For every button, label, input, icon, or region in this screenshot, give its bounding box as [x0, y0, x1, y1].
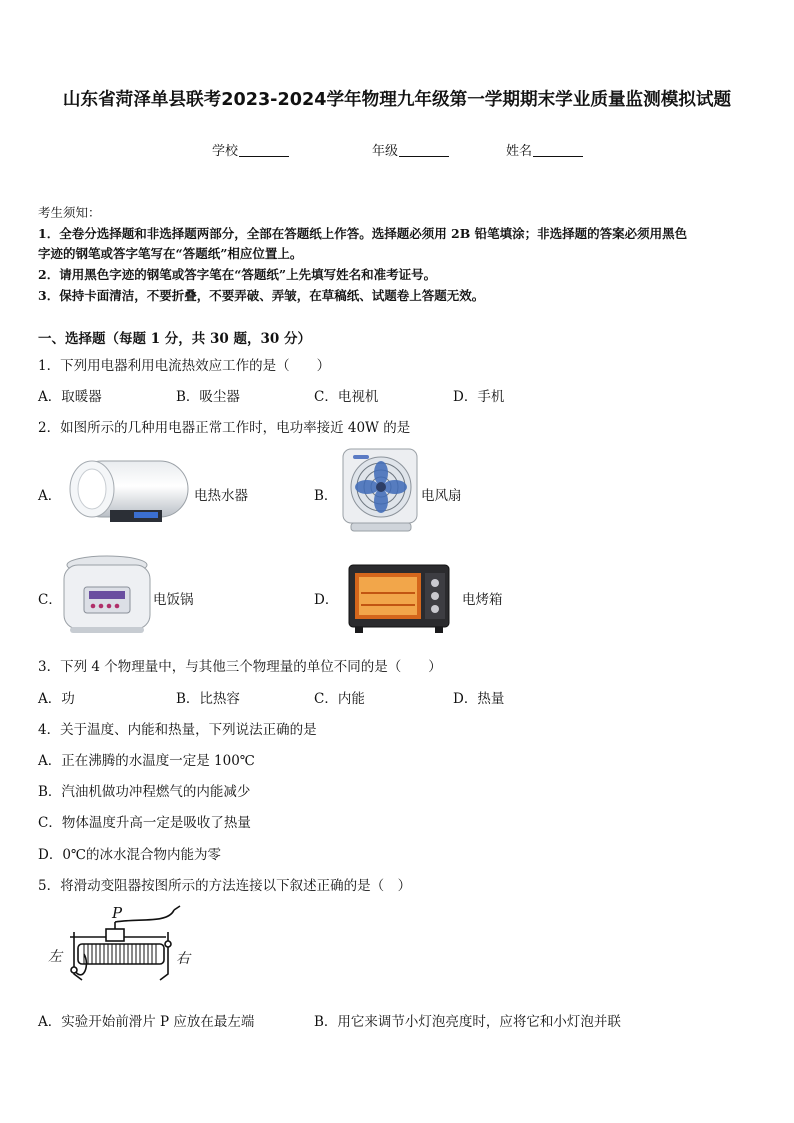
notice-line-2: 字迹的钢笔或答字笔写在“答题纸”相应位置上。	[38, 246, 303, 261]
q3-option-b[interactable]: B．比热容	[176, 691, 240, 707]
q1-option-a[interactable]: A．取暖器	[38, 389, 102, 405]
section-heading: 一、选择题（每题 1 分，共 30 题，30 分）	[38, 331, 311, 347]
grade-blank[interactable]	[399, 144, 449, 157]
electric-fan-image	[339, 447, 421, 535]
water-heater-image	[64, 457, 192, 525]
school-blank[interactable]	[239, 144, 289, 157]
q4-option-d[interactable]: D．0℃的冰水混合物内能为零	[38, 847, 222, 863]
question-4-stem: 4．关于温度、内能和热量，下列说法正确的是	[38, 722, 317, 738]
name-label: 姓名	[506, 144, 533, 159]
q4-option-c[interactable]: C．物体温度升高一定是吸收了热量	[38, 815, 251, 831]
q3-option-d[interactable]: D．热量	[453, 691, 505, 707]
name-blank[interactable]	[533, 144, 583, 157]
question-5-stem: 5．将滑动变阻器按图所示的方法连接以下叙述正确的是（ ）	[38, 878, 412, 894]
school-field[interactable]	[212, 140, 289, 159]
q2-option-b-letter[interactable]: B．	[314, 488, 338, 504]
page-title: 山东省菏泽单县联考2023-2024学年物理九年级第一学期期末学业质量监测模拟试题	[62, 90, 732, 110]
q2-option-c-letter[interactable]: C．	[38, 592, 62, 608]
q2-option-c-name: 电饭锅	[153, 592, 194, 608]
q1-option-c[interactable]: C．电视机	[314, 389, 379, 405]
q2-option-a-name: 电热水器	[194, 488, 248, 504]
q2-option-d-letter[interactable]: D．	[314, 592, 339, 608]
q4-option-a[interactable]: A．正在沸腾的水温度一定是 100℃	[38, 753, 255, 769]
q2-option-a-letter[interactable]: A．	[38, 488, 62, 504]
left-label: 左	[48, 949, 62, 965]
rheostat-figure	[48, 904, 198, 990]
q2-option-d-name: 电烤箱	[462, 592, 503, 608]
q1-option-d[interactable]: D．手机	[453, 389, 505, 405]
grade-field[interactable]	[372, 140, 449, 159]
q3-option-c[interactable]: C．内能	[314, 691, 365, 707]
q1-option-b[interactable]: B．吸尘器	[176, 389, 240, 405]
slider-p-label: P	[112, 904, 123, 922]
question-1-stem: 1．下列用电器利用电流热效应工作的是（ ）	[38, 358, 331, 374]
name-field[interactable]	[506, 140, 583, 159]
q5-option-a[interactable]: A．实验开始前滑片 P 应放在最左端	[38, 1014, 255, 1030]
q4-option-b[interactable]: B．汽油机做功冲程燃气的内能减少	[38, 784, 251, 800]
q2-option-b-name: 电风扇	[421, 488, 462, 504]
question-2-stem: 2．如图所示的几种用电器正常工作时，电功率接近 40W 的是	[38, 420, 411, 436]
question-3-stem: 3．下列 4 个物理量中，与其他三个物理量的单位不同的是（ ）	[38, 659, 442, 675]
q5-option-b[interactable]: B．用它来调节小灯泡亮度时，应将它和小灯泡并联	[314, 1014, 621, 1030]
q3-option-a[interactable]: A．功	[38, 691, 75, 707]
right-label: 右	[176, 951, 190, 967]
electric-oven-image	[347, 561, 451, 635]
rheostat-drawing	[48, 904, 198, 990]
rice-cooker-image	[60, 553, 154, 637]
school-label: 学校	[212, 144, 239, 159]
notice-line-4: 3．保持卡面清洁，不要折叠，不要弄破、弄皱，在草稿纸、试题卷上答题无效。	[38, 288, 485, 303]
grade-label: 年级	[372, 144, 399, 159]
notice-heading: 考生须知：	[38, 205, 101, 220]
notice-line-1: 1．全卷分选择题和非选择题两部分，全部在答题纸上作答。选择题必须用 2B 铅笔填涂；非选择题的答案必须用黑色	[38, 226, 688, 241]
notice-line-3: 2．请用黑色字迹的钢笔或答字笔在“答题纸”上先填写姓名和准考证号。	[38, 267, 437, 282]
